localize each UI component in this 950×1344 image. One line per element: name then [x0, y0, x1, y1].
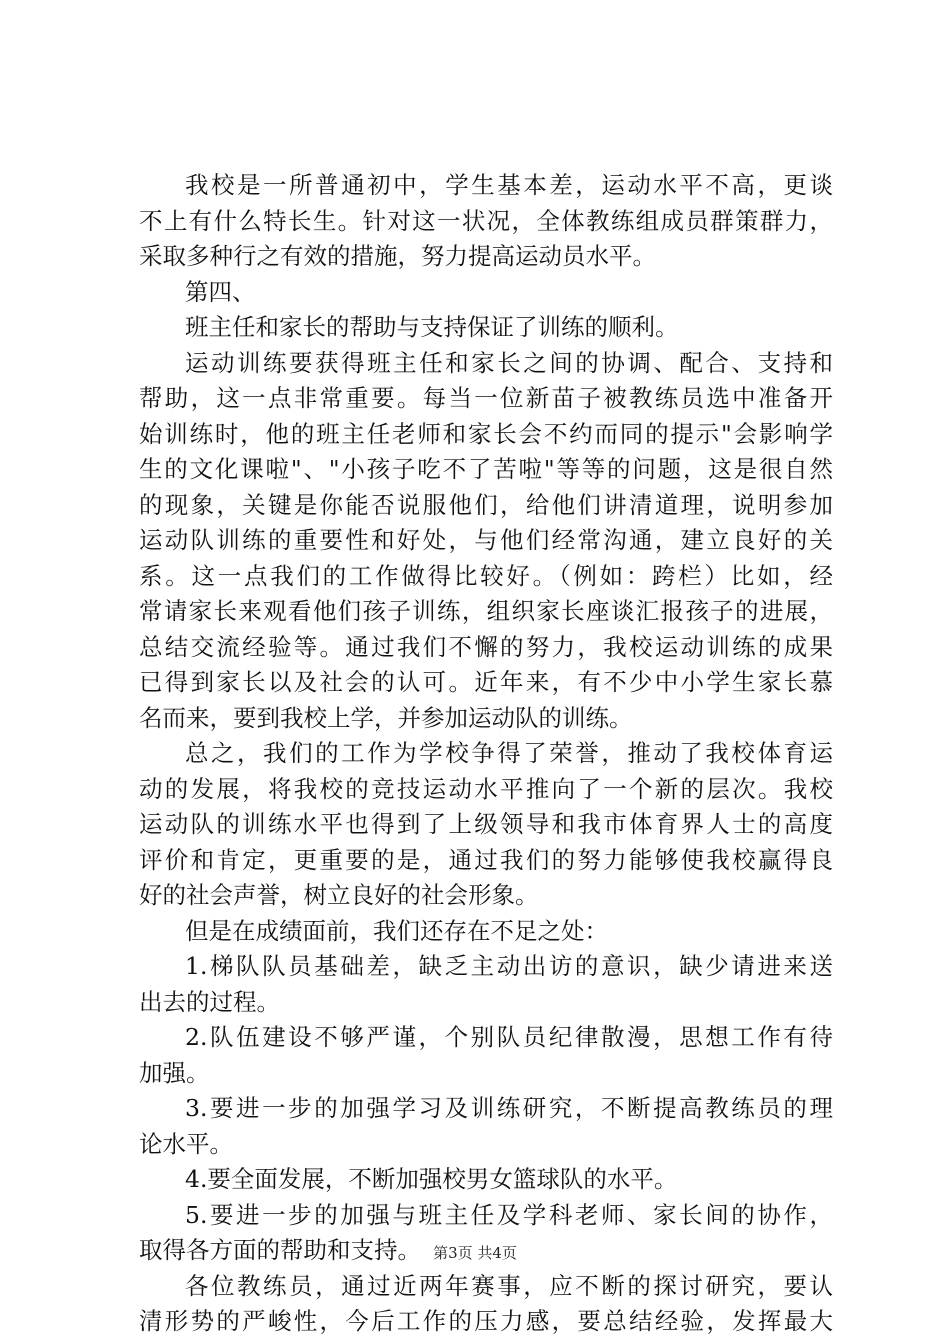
text-line-8: 始训练时，他的班主任老师和家长会不约而同的提示"会影响学: [139, 419, 833, 448]
text-line-21: 好的社会声誉，树立良好的社会形象。: [139, 881, 539, 909]
text-line-11: 运动队训练的重要性和好处，与他们经常沟通，建立良好的关: [139, 526, 833, 554]
list-item-5-line-2: 取得各方面的帮助和支持。: [139, 1236, 421, 1264]
text-line-10: 的现象，关键是你能否说服他们，给他们讲清道理，说明参加: [139, 490, 833, 519]
text-line-13: 常请家长来观看他们孩子训练，组织家长座谈汇报孩子的进展，: [139, 597, 833, 625]
list-item-2-line-1: 2.队伍建设不够严谨，个别队员纪律散漫，思想工作有待: [185, 1023, 833, 1051]
text-line-2: 不上有什么特长生。针对这一状况，全体教练组成员群策群力，: [139, 206, 833, 235]
text-line-22: 但是在成绩面前，我们还存在不足之处：: [185, 916, 608, 945]
list-item-3-line-2: 论水平。: [139, 1129, 233, 1158]
section-heading-4: 第四、: [185, 277, 256, 306]
text-line-20: 评价和肯定，更重要的是，通过我们的努力能够使我校赢得良: [139, 845, 833, 874]
list-item-3-line-1: 3.要进一步的加强学习及训练研究，不断提高教练员的理: [185, 1094, 833, 1122]
text-line-3: 采取多种行之有效的措施，努力提高运动员水平。: [139, 242, 656, 270]
list-item-5-line-1: 5.要进一步的加强与班主任及学科老师、家长间的协作，: [185, 1200, 833, 1229]
text-line-15: 已得到家长以及社会的认可。近年来，有不少中小学生家长慕: [139, 668, 833, 696]
text-line-17: 总之，我们的工作为学校争得了荣誉，推动了我校体育运: [185, 739, 833, 767]
section-subheading: 班主任和家长的帮助与支持保证了训练的顺利。: [185, 313, 679, 341]
list-item-4: 4.要全面发展，不断加强校男女篮球队的水平。: [185, 1165, 678, 1193]
text-line-7: 帮助，这一点非常重要。每当一位新苗子被教练员选中准备开: [139, 384, 833, 412]
text-line-19: 运动队的训练水平也得到了上级领导和我市体育界人士的高度: [139, 810, 833, 838]
document-body: [139, 168, 833, 1340]
text-line-33: 清形势的严峻性，今后工作的压力感，要总结经验，发挥最大: [139, 1307, 833, 1335]
list-item-1-line-1: 1.梯队队员基础差，缺乏主动出访的意识，缺少请进来送: [185, 952, 833, 980]
text-line-32: 各位教练员，通过近两年赛事，应不断的探讨研究，要认: [185, 1271, 833, 1300]
list-item-2-line-2: 加强。: [139, 1058, 210, 1087]
text-line-14: 总结交流经验等。通过我们不懈的努力，我校运动训练的成果: [139, 632, 833, 661]
text-line-18: 动的发展，将我校的竞技运动水平推向了一个新的层次。我校: [139, 774, 833, 803]
text-line-12: 系。这一点我们的工作做得比较好。（例如：跨栏）比如，经: [139, 561, 833, 590]
text-line-6: 运动训练要获得班主任和家长之间的协调、配合、支持和: [185, 348, 833, 377]
text-line-16: 名而来，要到我校上学，并参加运动队的训练。: [139, 703, 633, 732]
text-line-9: 生的文化课啦"、"小孩子吃不了苦啦"等等的问题，这是很自然: [139, 455, 833, 483]
text-line-1: 我校是一所普通初中，学生基本差，运动水平不高，更谈: [185, 171, 833, 199]
list-item-1-line-2: 出去的过程。: [139, 987, 280, 1016]
page-number-footer: 第3页 共4页: [433, 1244, 517, 1262]
